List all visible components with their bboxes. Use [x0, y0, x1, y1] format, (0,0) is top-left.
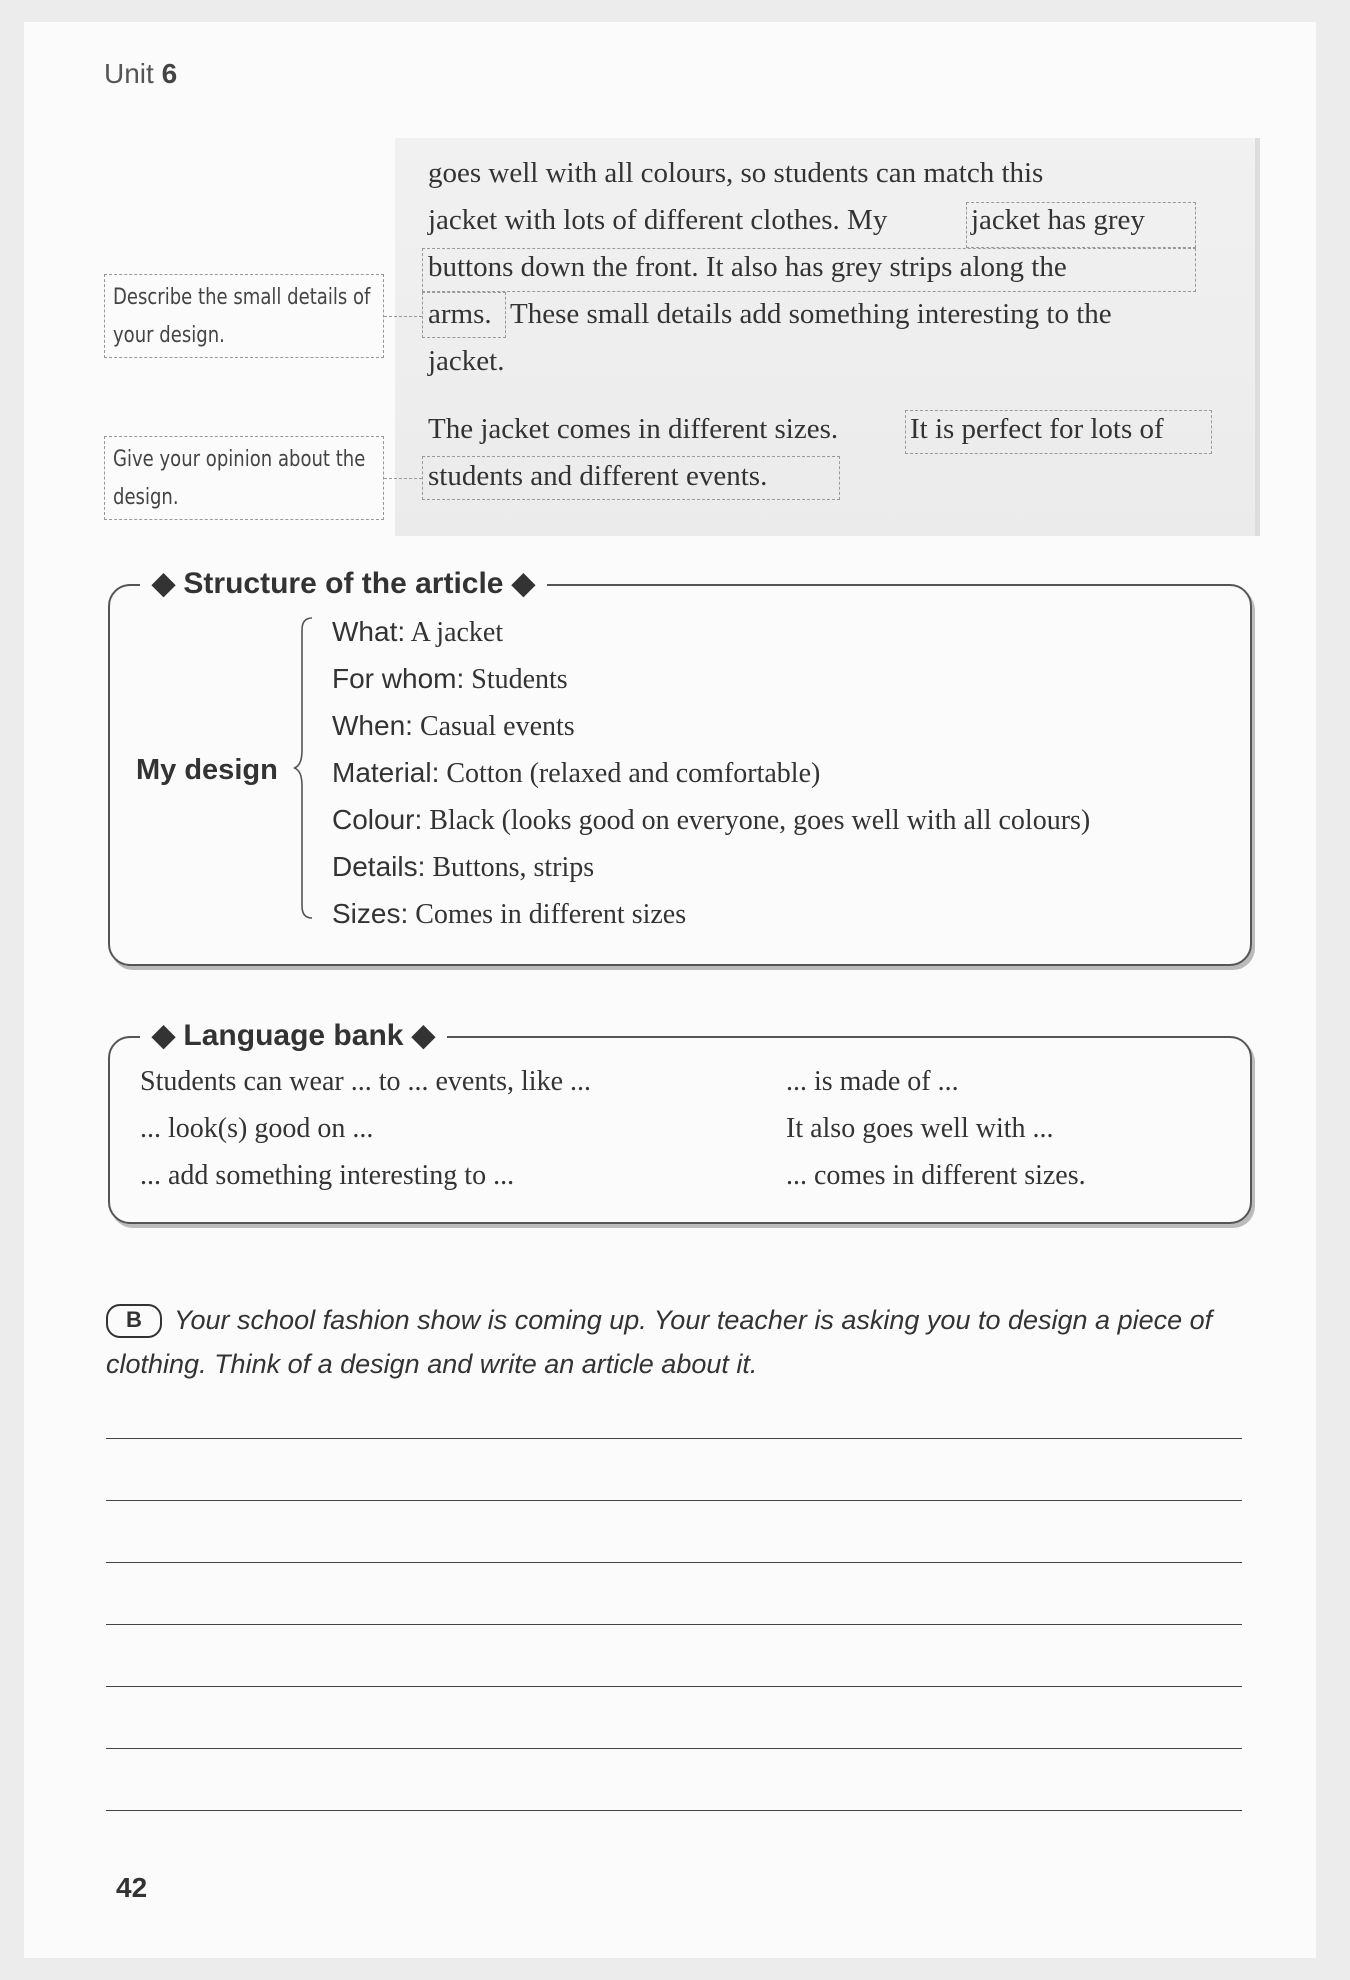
note-opinion-connector [384, 478, 422, 479]
model-line-4a: arms. [428, 298, 492, 330]
diamond-icon: ◆ [511, 567, 535, 600]
structure-item-label: When: [332, 710, 413, 741]
diamond-icon: ◆ [411, 1019, 435, 1052]
language-bank-title [140, 1018, 447, 1053]
structure-item-label: Details: [332, 851, 426, 882]
structure-item-value: Students [471, 664, 568, 695]
structure-item-for-whom [332, 663, 568, 696]
structure-item-colour [332, 804, 1090, 837]
note-describe-details [104, 274, 384, 358]
diamond-icon: ◆ [152, 1019, 176, 1052]
writing-line[interactable] [106, 1748, 1242, 1749]
note-details-line-2: your design. [113, 323, 225, 348]
writing-line[interactable] [106, 1810, 1242, 1811]
structure-title [140, 566, 547, 601]
model-line-6a: The jacket comes in different sizes. [428, 413, 839, 445]
task-text: Your school fashion show is coming up. Your teacher is asking you to design a piece of clothing. Think of a design and write an article about it. [106, 1305, 1213, 1379]
structure-item-what [332, 616, 503, 649]
writing-line[interactable] [106, 1438, 1242, 1439]
model-line-2b: jacket has grey [971, 204, 1145, 236]
structure-item-material [332, 757, 820, 790]
model-line-6b: It is perfect for lots of [910, 413, 1164, 445]
writing-line[interactable] [106, 1562, 1242, 1563]
writing-line[interactable] [106, 1500, 1242, 1501]
language-phrase: It also goes well with ... [786, 1113, 1054, 1144]
curly-brace-icon [290, 616, 320, 920]
model-line-3: buttons down the front. It also has grey strips along the [428, 251, 1067, 283]
structure-box [108, 567, 1252, 966]
structure-item-value: Buttons, strips [432, 852, 595, 883]
highlight-details-b [422, 248, 1196, 292]
structure-item-label: For whom: [332, 663, 465, 694]
language-phrase: ... comes in different sizes. [786, 1160, 1086, 1191]
unit-heading [104, 58, 177, 90]
structure-item-details [332, 851, 594, 884]
language-phrase: ... is made of ... [786, 1066, 959, 1097]
language-bank-title-text: Language bank [183, 1019, 404, 1052]
model-line-2a: jacket with lots of different clothes. My [428, 204, 888, 236]
writing-line[interactable] [106, 1624, 1242, 1625]
structure-item-label: Colour: [332, 804, 423, 835]
model-line-4b: These small details add something interesting to the [510, 298, 1112, 330]
note-opinion-line-2: design. [113, 485, 179, 510]
highlight-opinion-a [905, 410, 1212, 454]
structure-item-value: Casual events [419, 711, 575, 742]
unit-label: Unit [104, 58, 154, 89]
language-phrase: ... add something interesting to ... [140, 1160, 515, 1191]
note-opinion-line-1: Give your opinion about the [113, 447, 366, 472]
language-phrase: ... look(s) good on ... [140, 1113, 374, 1144]
language-bank-box [108, 1019, 1252, 1224]
note-details-line-1: Describe the small details of [113, 285, 371, 310]
writing-line[interactable] [106, 1686, 1242, 1687]
note-details-connector [384, 316, 422, 317]
structure-item-when [332, 710, 575, 743]
note-give-opinion [104, 436, 384, 520]
highlight-details-c [422, 292, 506, 338]
structure-item-value: Cotton (relaxed and comfortable) [446, 758, 821, 789]
structure-item-label: Material: [332, 757, 440, 788]
unit-number: 6 [161, 58, 178, 89]
structure-item-value: Comes in different sizes [415, 899, 687, 930]
task-badge: B [106, 1304, 162, 1338]
highlight-opinion-b [422, 456, 840, 500]
model-line-5: jacket. [428, 345, 505, 377]
structure-item-value: Black (looks good on everyone, goes well with all colours) [429, 805, 1091, 836]
task-instruction [106, 1298, 1256, 1386]
language-phrase: Students can wear ... to ... events, like ... [140, 1066, 592, 1097]
structure-item-sizes [332, 898, 686, 931]
structure-item-label: What: [332, 616, 406, 647]
highlight-details-a [966, 202, 1196, 248]
structure-title-text: Structure of the article [183, 567, 504, 600]
model-line-1: goes well with all colours, so students can match this [428, 157, 1044, 189]
structure-group-label: My design [136, 754, 278, 786]
structure-item-value: A jacket [410, 617, 504, 648]
diamond-icon: ◆ [152, 567, 176, 600]
page-number: 42 [116, 1872, 148, 1903]
model-line-7: students and different events. [428, 460, 768, 492]
structure-item-label: Sizes: [332, 898, 409, 929]
